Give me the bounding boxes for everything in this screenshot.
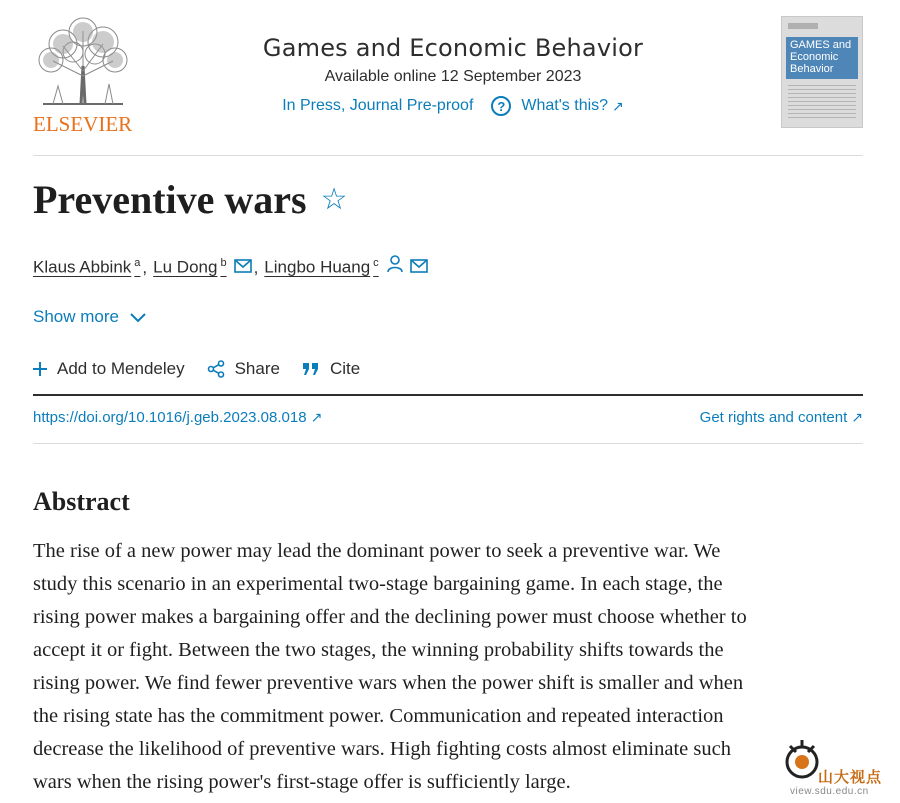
- cite-button[interactable]: [302, 359, 360, 379]
- status-row: [193, 96, 713, 116]
- divider: [33, 443, 863, 444]
- author-list: Klaus Abbink $^a$ , Lu Dong $^b$ , Lingbo Huang $^c$: [33, 255, 428, 278]
- divider: [33, 394, 863, 396]
- article-title: Preventive wars: [33, 177, 307, 222]
- abstract-line: wars when the rising power's first-stage offer is sufficiently large.: [33, 771, 571, 793]
- external-link-icon: ↗: [612, 97, 624, 114]
- get-rights-link[interactable]: Get rights and content ↗: [699, 409, 863, 426]
- watermark: [782, 738, 900, 800]
- chevron-down-icon: [129, 311, 147, 323]
- star-icon[interactable]: ☆: [320, 182, 348, 216]
- add-to-mendeley-label: Add to Mendeley: [57, 359, 185, 378]
- watermark-text: 山大视点: [818, 769, 883, 786]
- email-icon[interactable]: [234, 258, 252, 278]
- share-label: Share: [234, 359, 280, 378]
- doi-link[interactable]: https://doi.org/10.1016/j.geb.2023.08.018 ↗: [33, 409, 323, 426]
- quote-icon: [302, 362, 320, 376]
- add-to-mendeley-button[interactable]: [33, 359, 185, 379]
- abstract-line: The rise of a new power may lead the dominant power to seek a preventive war. We: [33, 540, 721, 562]
- author-link[interactable]: Klaus Abbink $^a$: [33, 257, 141, 277]
- author-link[interactable]: Lingbo Huang $^c$: [264, 257, 379, 277]
- journal-info: [193, 34, 713, 116]
- abstract-text: [33, 535, 863, 799]
- share-button[interactable]: [207, 359, 280, 379]
- abstract-line: decrease the likelihood of preventive wars. High fighting costs almost eliminate such: [33, 738, 731, 760]
- tree-icon: [33, 16, 133, 108]
- title-row: [33, 176, 348, 223]
- doi-row: [33, 409, 863, 426]
- plus-icon: [33, 362, 47, 376]
- abstract-heading: Abstract: [33, 487, 130, 516]
- in-press-link[interactable]: In Press, Journal Pre-proof: [282, 97, 474, 114]
- abstract-line: study this scenario in an experimental two-stage bargaining game. In each stage, the: [33, 573, 723, 595]
- abstract-line: the rising state has the commitment power. Communication and repeated interaction: [33, 705, 724, 727]
- abstract-line: accept it or fight. Between the two stages, the winning probability shifts towards the: [33, 639, 724, 661]
- elsevier-logo[interactable]: [33, 16, 137, 136]
- abstract-line: rising power. We find fewer preventive wars when the power shift is smaller and when: [33, 672, 744, 694]
- whats-this-link[interactable]: What's this?: [521, 97, 609, 114]
- journal-cover-thumbnail[interactable]: [781, 16, 863, 128]
- share-icon: [207, 360, 225, 378]
- available-online-date: Available online 12 September 2023: [324, 68, 582, 85]
- watermark-logo-icon: [782, 738, 822, 782]
- external-link-icon: ↗: [310, 409, 323, 425]
- cite-label: Cite: [329, 359, 361, 378]
- article-actions: [33, 359, 382, 379]
- show-more-button[interactable]: [33, 307, 147, 327]
- author-link[interactable]: Lu Dong $^b$: [153, 257, 227, 277]
- elsevier-wordmark: ELSEVIER: [33, 112, 133, 136]
- journal-header: [33, 14, 863, 154]
- external-link-icon: ↗: [851, 409, 863, 425]
- cover-title: GAMES and Economic Behavior: [786, 37, 858, 79]
- journal-title-link[interactable]: Games and Economic Behavior: [262, 34, 644, 62]
- help-icon[interactable]: ?: [491, 96, 511, 116]
- abstract-line: rising power makes a bargaining offer and the declining power must choose whether to: [33, 606, 747, 628]
- show-more-label: Show more: [33, 307, 119, 326]
- watermark-url: view.sdu.edu.cn: [790, 786, 869, 797]
- email-icon[interactable]: [410, 258, 428, 278]
- person-icon[interactable]: [387, 255, 403, 278]
- divider: [33, 155, 863, 156]
